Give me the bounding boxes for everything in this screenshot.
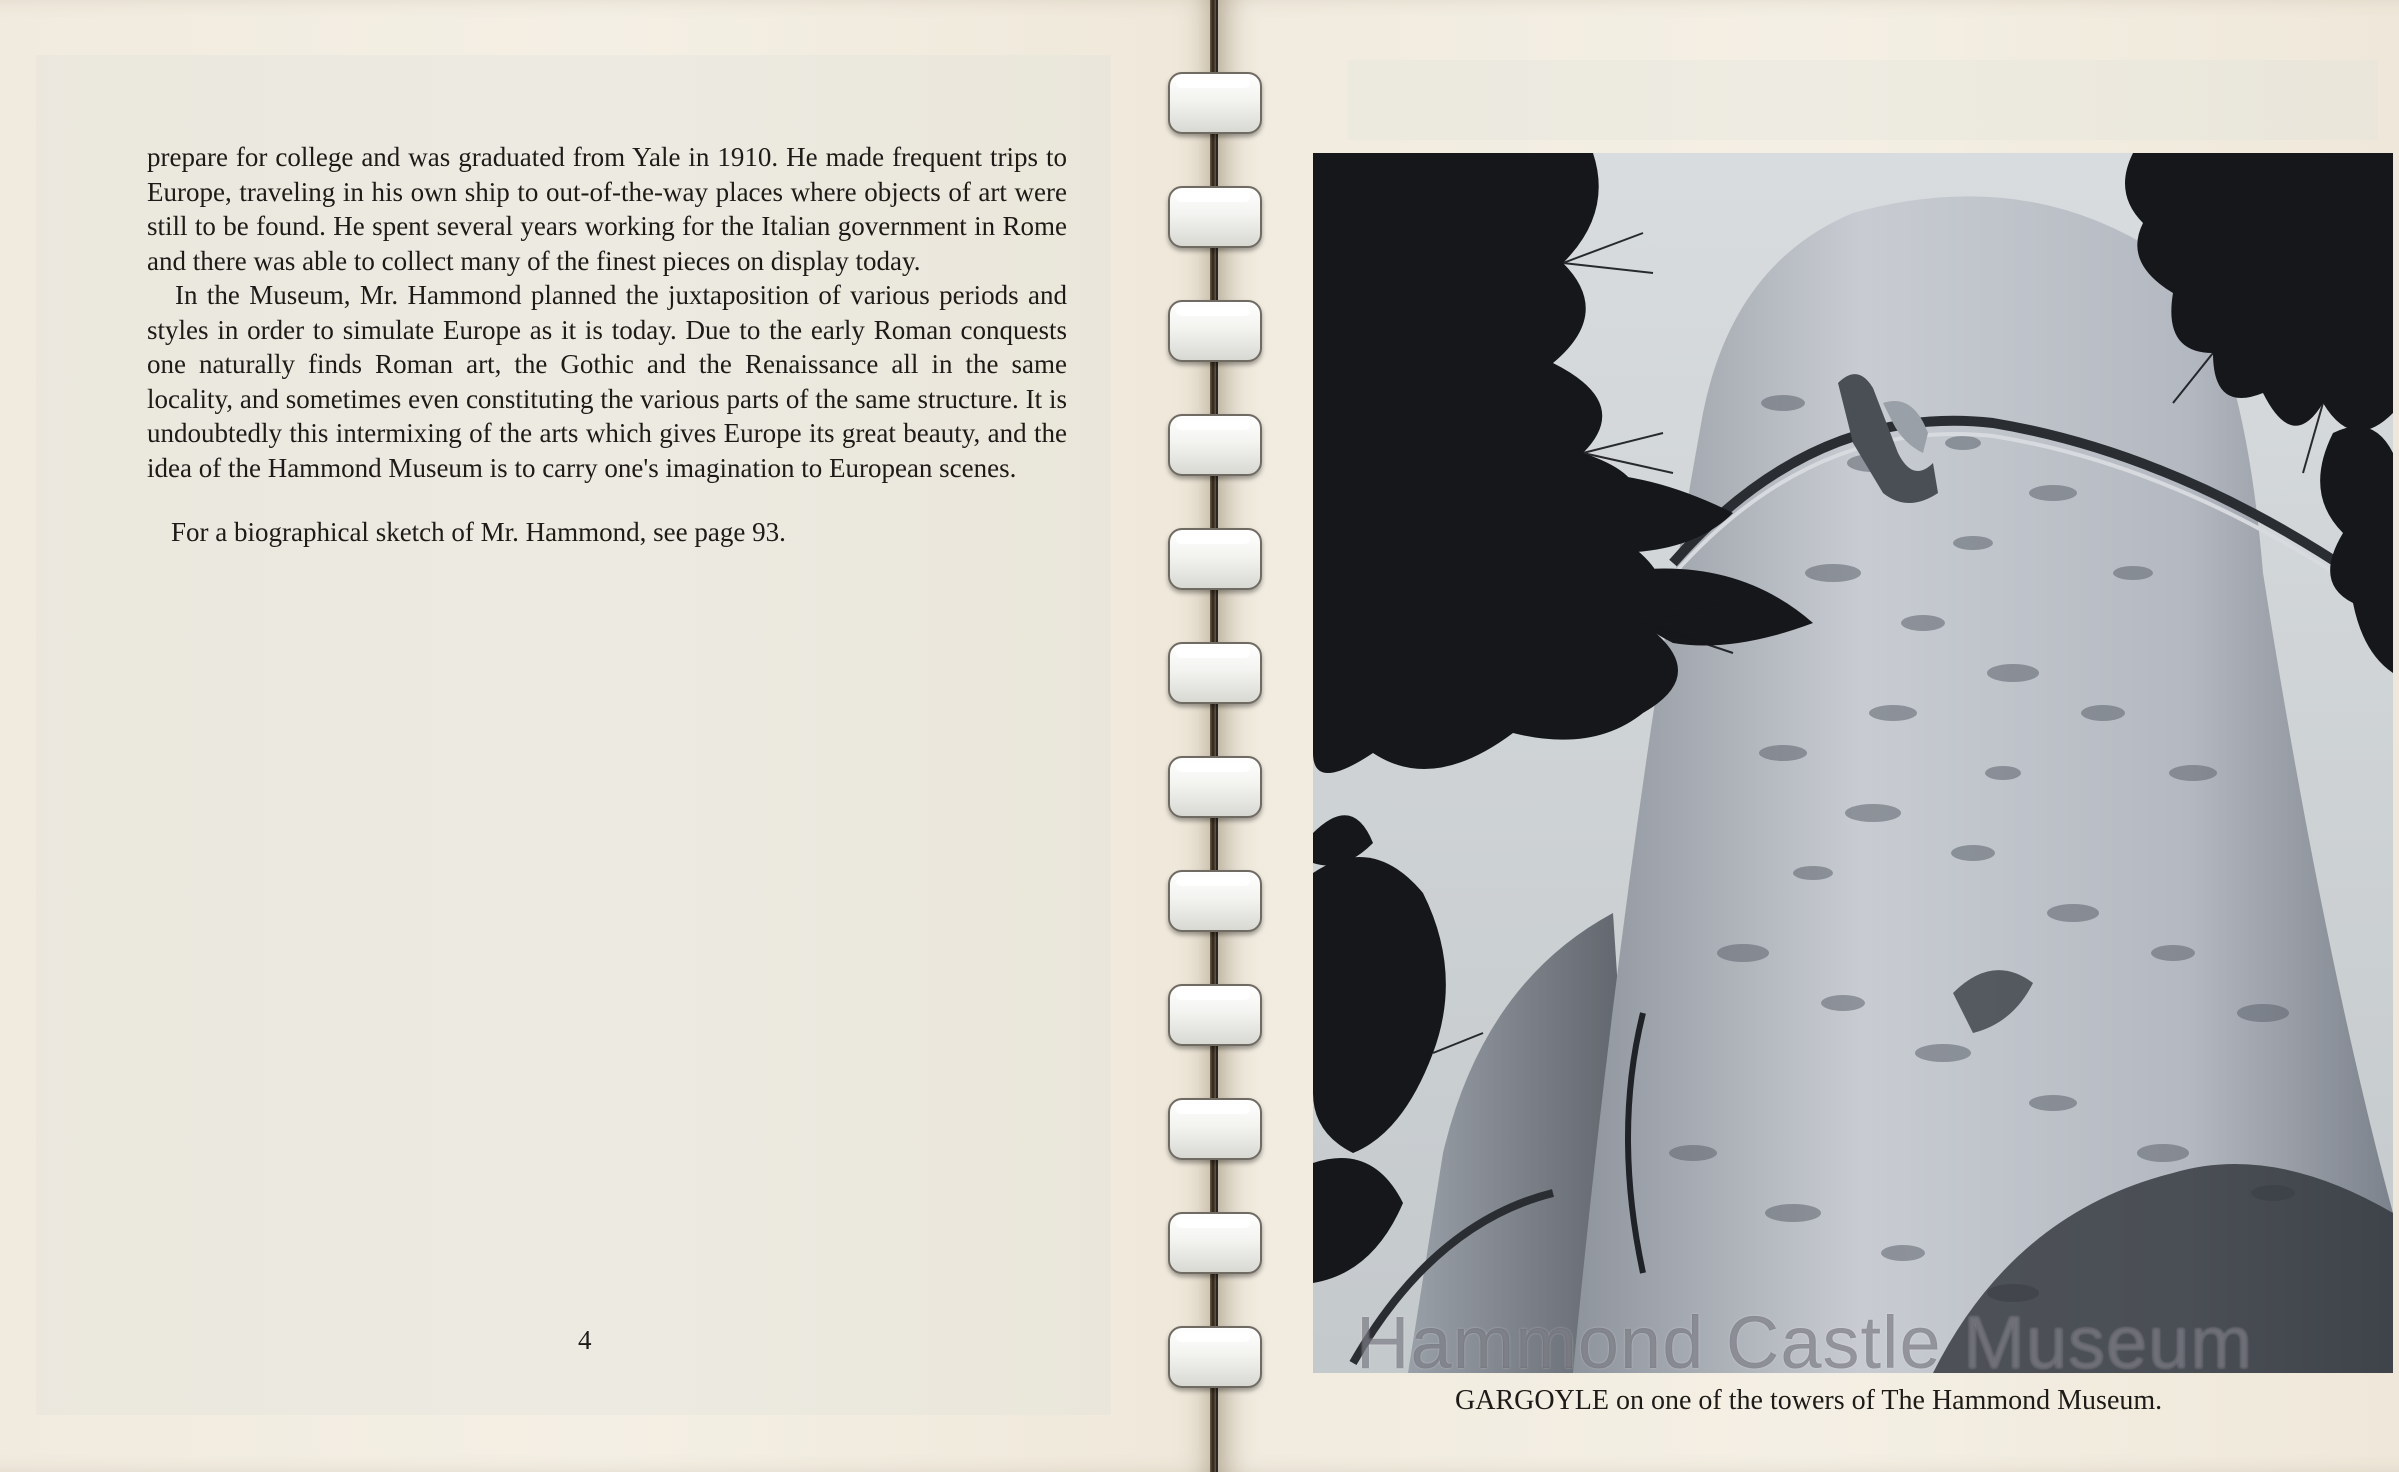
binding-coil bbox=[1168, 756, 1262, 818]
paragraph-1: prepare for college and was graduated from Yale in 1910. He made frequent trips to Europe, traveling in his own ship to out-of-the-way places where objects of art were still to be found. He spent several years working for the Italian government in Rome and there was able to collect many of the finest pieces on display today. bbox=[147, 142, 1067, 276]
spiral-binding bbox=[1140, 0, 1280, 1472]
photo-caption: GARGOYLE on one of the towers of The Hammond Museum. bbox=[1455, 1385, 2163, 1416]
binding-coil bbox=[1168, 1326, 1262, 1388]
body-text bbox=[147, 140, 1067, 550]
binding-coil bbox=[1168, 984, 1262, 1046]
binding-coil bbox=[1168, 414, 1262, 476]
paragraph-2: In the Museum, Mr. Hammond planned the juxtaposition of various periods and styles in order to simulate Europe as it is today. Due to the early Roman conquests one naturally finds Roman art, the Gothic and the Renaissance all in the same locality, and sometimes even constituting the various parts of the same structure. It is undoubtedly this intermixing of the arts which gives Europe its great beauty, and the idea of the Hammond Museum is to carry one's imagination to European scenes. bbox=[147, 280, 1067, 483]
watermark: Hammond Castle Museum bbox=[1356, 1301, 2253, 1384]
binding-coil bbox=[1168, 642, 1262, 704]
gargoyle-tower-photo bbox=[1313, 153, 2393, 1373]
binding-coil bbox=[1168, 870, 1262, 932]
page-number: 4 bbox=[578, 1325, 592, 1355]
binding-coil bbox=[1168, 186, 1262, 248]
binding-coil bbox=[1168, 300, 1262, 362]
show-through-texture bbox=[1348, 60, 2378, 140]
biography-note: For a biographical sketch of Mr. Hammond, see page 93. bbox=[171, 517, 786, 547]
binding-coil bbox=[1168, 528, 1262, 590]
binding-coil bbox=[1168, 1098, 1262, 1160]
binding-coil bbox=[1168, 72, 1262, 134]
binding-coil bbox=[1168, 1212, 1262, 1274]
